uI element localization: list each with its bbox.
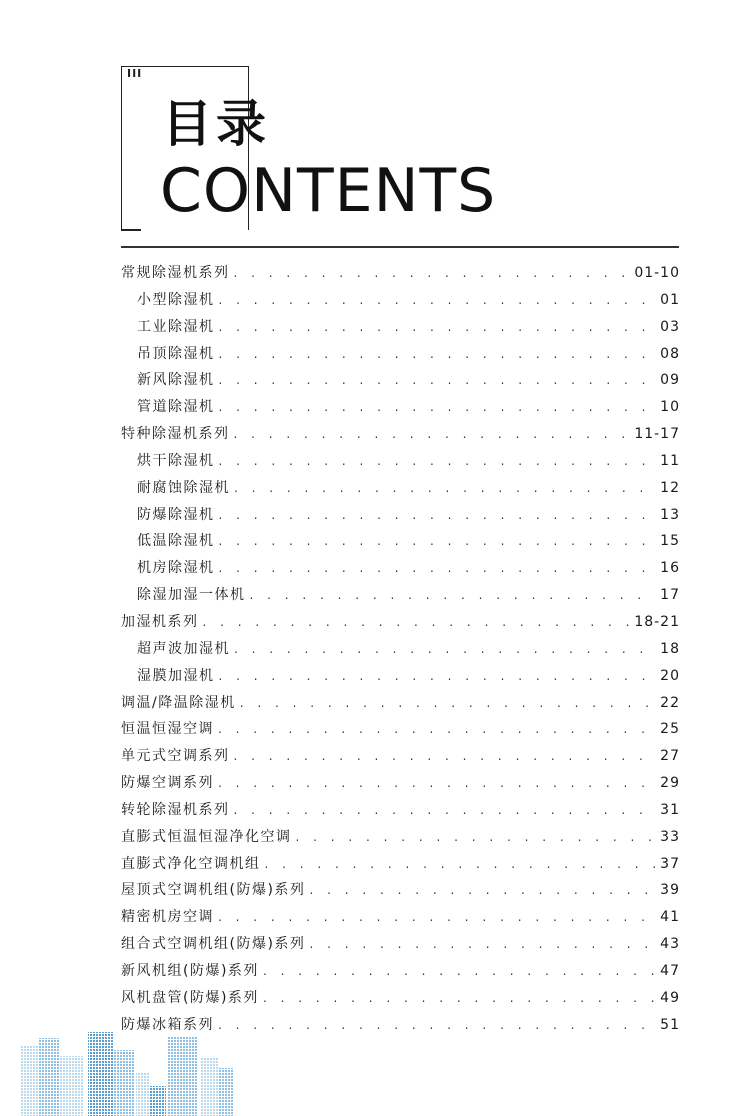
toc-entry[interactable]	[121, 502, 680, 529]
dot-leader	[234, 636, 656, 663]
toc-entry[interactable]	[121, 931, 680, 958]
toc-entry-page: 03	[660, 318, 680, 335]
toc-entry-page: 01-10	[634, 265, 680, 281]
toc-entry[interactable]	[121, 743, 680, 770]
toc-entry-label: 除湿加湿一体机	[137, 587, 246, 604]
toc-entry-page: 37	[660, 855, 680, 872]
dot-leader	[234, 421, 631, 448]
city-skyline-graphic	[0, 1028, 250, 1116]
toc-entry-label: 单元式空调系列	[121, 748, 230, 765]
toc-entry[interactable]	[121, 555, 680, 582]
dot-leader	[309, 931, 656, 958]
frame-mark: III	[127, 67, 143, 80]
dot-leader	[219, 367, 657, 394]
dot-leader	[218, 1012, 656, 1039]
toc-entry-page: 18	[660, 640, 680, 657]
toc-entry-label: 转轮除湿机系列	[121, 801, 230, 818]
page-title-cn: 目录	[162, 95, 270, 153]
toc-entry-page: 08	[660, 345, 680, 362]
toc-entry[interactable]	[121, 260, 680, 287]
toc-entry-page: 12	[660, 479, 680, 496]
toc-entry-page: 43	[660, 936, 680, 953]
toc-entry-label: 常规除湿机系列	[121, 265, 230, 281]
toc-entry-page: 18-21	[634, 613, 680, 630]
toc-entry[interactable]	[121, 448, 680, 475]
dot-leader	[219, 663, 657, 690]
dot-leader	[250, 582, 657, 609]
toc-entry-page: 11	[660, 452, 680, 469]
toc-entry[interactable]	[121, 341, 680, 368]
toc-entry-page: 17	[660, 587, 680, 604]
toc-entry[interactable]	[121, 636, 680, 663]
toc-entry-label: 工业除湿机	[137, 318, 215, 335]
toc-entry-label: 加湿机系列	[121, 613, 199, 630]
toc-entry[interactable]	[121, 716, 680, 743]
toc-entry-page: 15	[660, 533, 680, 550]
toc-entry[interactable]	[121, 877, 680, 904]
dot-leader	[234, 260, 631, 287]
toc-entry-label: 机房除湿机	[137, 560, 215, 577]
dot-leader	[219, 341, 657, 368]
toc-entry-page: 39	[660, 882, 680, 899]
toc-entry[interactable]	[121, 663, 680, 690]
toc-entry[interactable]	[121, 475, 680, 502]
toc-entry-page: 10	[660, 399, 680, 416]
dot-leader	[219, 448, 657, 475]
toc-entry-label: 直膨式恒温恒湿净化空调	[121, 828, 292, 845]
dot-leader	[296, 824, 657, 851]
toc-entry-page: 31	[660, 801, 680, 818]
toc-entry[interactable]	[121, 985, 680, 1012]
toc-entry[interactable]	[121, 609, 680, 636]
toc-entry-label: 新风除湿机	[137, 372, 215, 389]
toc-entry-label: 防爆除湿机	[137, 506, 215, 523]
toc-entry[interactable]	[121, 287, 680, 314]
dot-leader	[263, 985, 656, 1012]
dot-leader	[263, 958, 656, 985]
toc-entry-label: 风机盘管(防爆)系列	[121, 989, 259, 1006]
dot-leader	[219, 502, 657, 529]
toc-entry[interactable]	[121, 824, 680, 851]
dot-leader	[309, 877, 656, 904]
toc-entry-label: 湿膜加湿机	[137, 667, 215, 684]
toc-entry-label: 烘干除湿机	[137, 452, 215, 469]
toc-entry-label: 管道除湿机	[137, 399, 215, 416]
toc-entry-label: 小型除湿机	[137, 291, 215, 308]
toc-entry-label: 耐腐蚀除湿机	[137, 479, 230, 496]
toc-entry-page: 13	[660, 506, 680, 523]
dot-leader	[203, 609, 631, 636]
toc-entry[interactable]	[121, 690, 680, 717]
toc-entry-label: 新风机组(防爆)系列	[121, 962, 259, 979]
toc-entry[interactable]	[121, 770, 680, 797]
toc-entry-page: 16	[660, 560, 680, 577]
toc-entry-page: 11-17	[634, 426, 680, 443]
dot-leader	[218, 904, 656, 931]
toc-entry-page: 49	[660, 989, 680, 1006]
toc-entry-page: 41	[660, 909, 680, 926]
title-divider	[121, 246, 679, 248]
dot-leader	[219, 287, 657, 314]
toc-entry-label: 超声波加湿机	[137, 640, 230, 657]
toc-entry-label: 防爆冰箱系列	[121, 1016, 214, 1033]
toc-entry[interactable]	[121, 367, 680, 394]
toc-entry[interactable]	[121, 314, 680, 341]
dot-leader	[218, 716, 656, 743]
toc-entry-label: 屋顶式空调机组(防爆)系列	[121, 882, 306, 899]
toc-entry-page: 09	[660, 372, 680, 389]
toc-entry-page: 51	[660, 1016, 680, 1033]
toc-entry-page: 47	[660, 962, 680, 979]
toc-entry-label: 组合式空调机组(防爆)系列	[121, 936, 306, 953]
toc-entry[interactable]	[121, 528, 680, 555]
toc-entry-page: 22	[660, 694, 680, 711]
toc-entry-label: 低温除湿机	[137, 533, 215, 550]
toc-entry-page: 20	[660, 667, 680, 684]
title-frame-bottom	[121, 229, 141, 231]
toc-entry-page: 25	[660, 721, 680, 738]
dot-leader	[234, 475, 656, 502]
dot-leader	[219, 528, 657, 555]
toc-entry-label: 恒温恒湿空调	[121, 721, 214, 738]
toc-entry[interactable]	[121, 904, 680, 931]
toc-entry-label: 精密机房空调	[121, 909, 214, 926]
table-of-contents	[121, 260, 680, 1038]
toc-entry-page: 01	[660, 291, 680, 308]
dot-leader	[219, 314, 657, 341]
toc-entry-label: 直膨式净化空调机组	[121, 855, 261, 872]
toc-entry[interactable]	[121, 797, 680, 824]
toc-entry[interactable]	[121, 421, 680, 448]
toc-entry-label: 调温/降温除湿机	[121, 694, 236, 711]
dot-leader	[234, 797, 657, 824]
toc-entry-page: 29	[660, 775, 680, 792]
toc-entry-page: 33	[660, 828, 680, 845]
toc-entry-label: 吊顶除湿机	[137, 345, 215, 362]
toc-entry[interactable]	[121, 582, 680, 609]
toc-entry-page: 27	[660, 748, 680, 765]
dot-leader	[218, 770, 656, 797]
dot-leader	[265, 851, 657, 878]
dot-leader	[219, 394, 657, 421]
toc-entry[interactable]	[121, 851, 680, 878]
toc-entry[interactable]	[121, 958, 680, 985]
toc-entry-label: 特种除湿机系列	[121, 426, 230, 443]
page-title-en: CONTENTS	[160, 156, 497, 226]
toc-entry[interactable]	[121, 394, 680, 421]
dot-leader	[234, 743, 657, 770]
dot-leader	[240, 690, 656, 717]
toc-entry-label: 防爆空调系列	[121, 775, 214, 792]
dot-leader	[219, 555, 657, 582]
